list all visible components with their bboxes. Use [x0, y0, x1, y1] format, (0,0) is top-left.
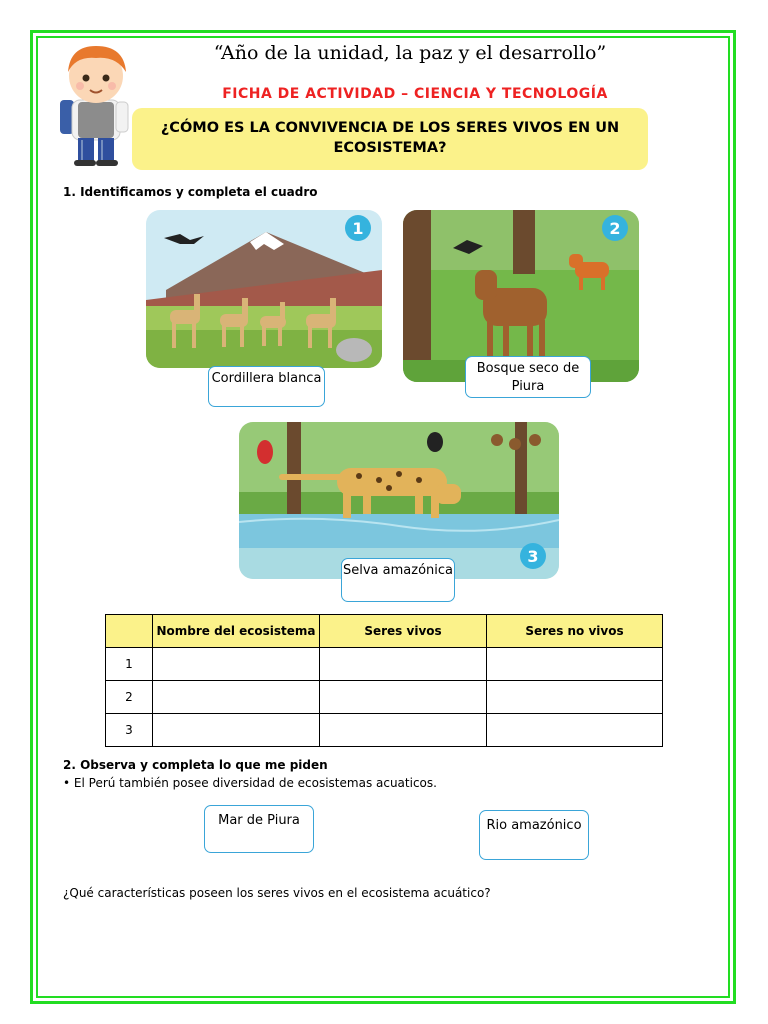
cell-seres-no-vivos[interactable] — [487, 714, 663, 747]
cell-nombre[interactable] — [153, 714, 320, 747]
section2-heading: 2. Observa y completa lo que me piden — [63, 758, 328, 772]
image1-number: 1 — [352, 219, 364, 238]
label-selva[interactable] — [341, 558, 455, 602]
cell-nombre[interactable] — [153, 648, 320, 681]
image-selva-amazonica — [239, 422, 559, 579]
image2-number: 2 — [609, 219, 621, 238]
table-header-nombre: Nombre del ecosistema — [153, 615, 320, 648]
table-header-blank — [106, 615, 153, 648]
motto-text: “Año de la unidad, la paz y el desarrollo” — [213, 42, 607, 64]
label-selva-text: Selva amazónica — [343, 563, 453, 578]
table-row — [106, 648, 663, 681]
table-row — [106, 681, 663, 714]
question-banner — [132, 108, 648, 170]
table-header-seres-vivos: Seres vivos — [320, 615, 487, 648]
label-bosque-seco-text: Bosque seco de Piura — [476, 361, 580, 395]
row-number: 2 — [106, 681, 153, 714]
box-mar-de-piura-text: Mar de Piura — [218, 813, 300, 828]
label-bosque-seco[interactable] — [465, 356, 591, 398]
cell-seres-no-vivos[interactable] — [487, 681, 663, 714]
row-number: 3 — [106, 714, 153, 747]
sheet-title: FICHA DE ACTIVIDAD – CIENCIA Y TECNOLOGÍA — [222, 86, 608, 102]
cell-nombre[interactable] — [153, 681, 320, 714]
aquatic-question: ¿Qué características poseen los seres vivos en el ecosistema acuático? — [63, 886, 491, 900]
cell-seres-no-vivos[interactable] — [487, 648, 663, 681]
table-row — [106, 714, 663, 747]
label-cordillera[interactable] — [208, 366, 325, 407]
question-banner-text: ¿CÓMO ES LA CONVIVENCIA DE LOS SERES VIVOS EN UN ECOSISTEMA? — [160, 120, 620, 156]
cell-seres-vivos[interactable] — [320, 714, 487, 747]
label-cordillera-text: Cordillera blanca — [211, 371, 322, 386]
section1-heading: 1. Identificamos y completa el cuadro — [63, 185, 318, 199]
bullet-dot-icon: • — [63, 776, 71, 790]
table-header-seres-no-vivos: Seres no vivos — [487, 615, 663, 648]
student-illustration — [50, 42, 142, 166]
row-number: 1 — [106, 648, 153, 681]
ecosystem-table — [105, 614, 663, 747]
box-rio-amazonico[interactable] — [479, 810, 589, 860]
bullet-text: El Perú también posee diversidad de ecosistemas acuaticos. — [73, 776, 437, 790]
image-cordillera — [146, 210, 382, 368]
table-header-row — [106, 615, 663, 648]
cell-seres-vivos[interactable] — [320, 681, 487, 714]
image3-number: 3 — [527, 547, 539, 566]
cell-seres-vivos[interactable] — [320, 648, 487, 681]
box-rio-amazonico-text: Rio amazónico — [486, 818, 582, 833]
box-mar-de-piura[interactable] — [204, 805, 314, 853]
bullet-item — [63, 776, 437, 790]
